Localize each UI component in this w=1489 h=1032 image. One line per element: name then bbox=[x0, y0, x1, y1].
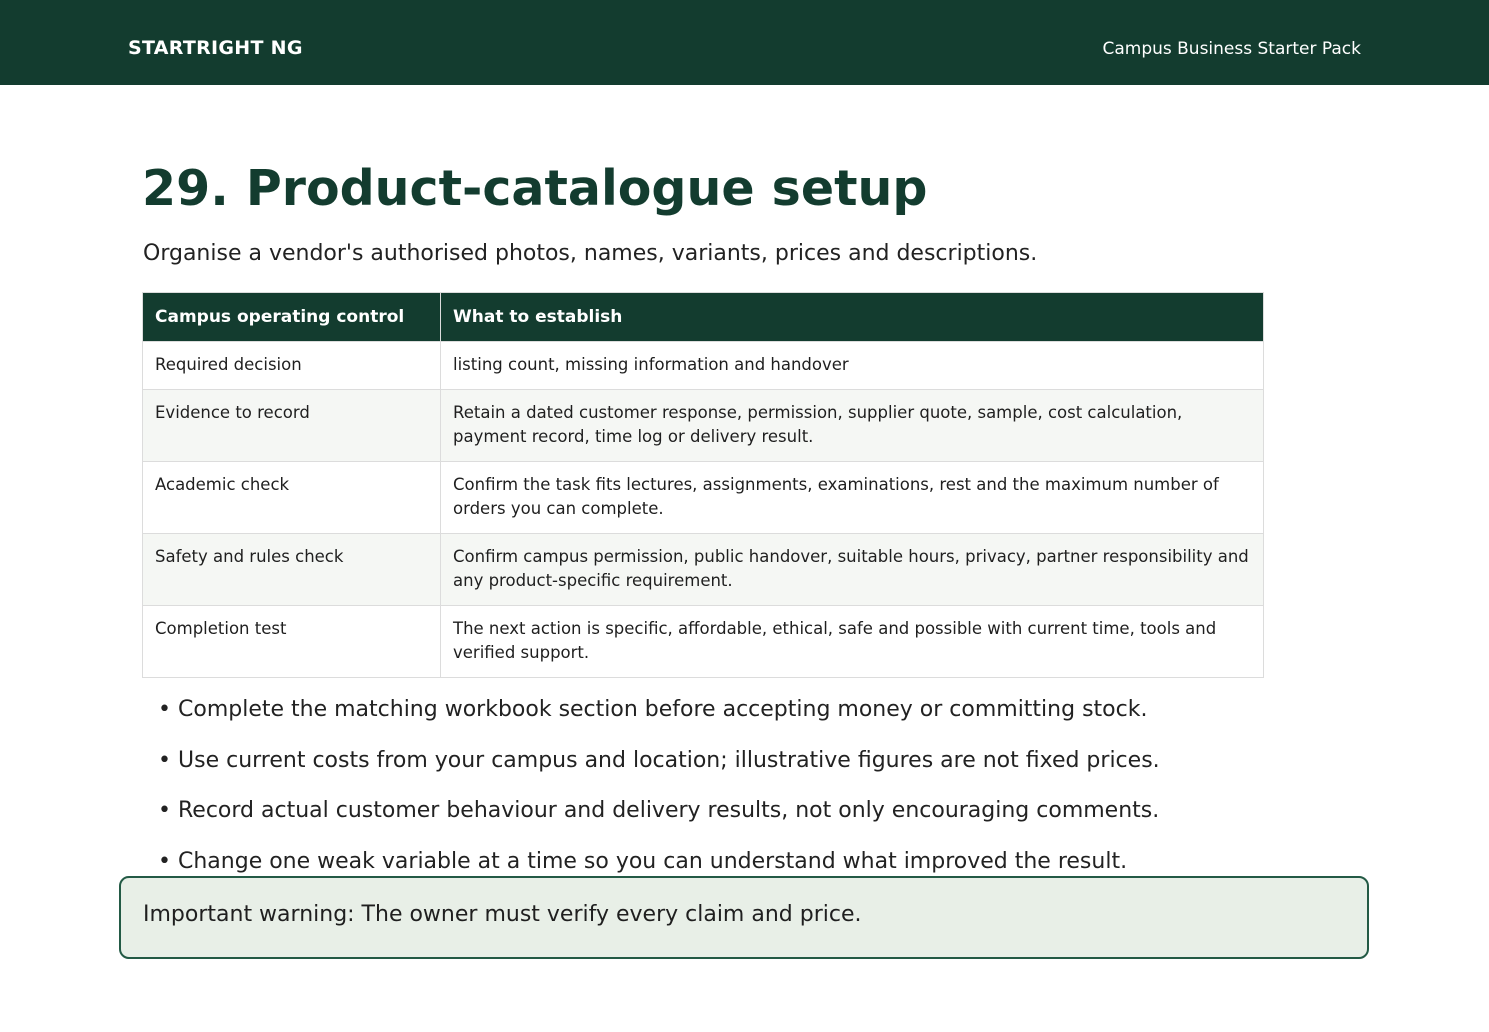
page-subtitle: Organise a vendor's authorised photos, names, variants, prices and descriptions. bbox=[143, 241, 1038, 266]
establish-cell: Confirm campus permission, public handover, suitable hours, privacy, partner responsibility and any product-specific requirement. bbox=[441, 534, 1264, 606]
bullet-icon: • bbox=[158, 747, 171, 773]
establish-cell: Confirm the task fits lectures, assignments, examinations, rest and the maximum number of orders you can complete. bbox=[441, 462, 1264, 534]
control-cell: Required decision bbox=[143, 342, 441, 390]
pack-name: Campus Business Starter Pack bbox=[1102, 39, 1361, 59]
guidance-list bbox=[158, 693, 1160, 895]
list-item-text: Complete the matching workbook section before accepting money or committing stock. bbox=[178, 697, 1148, 722]
bullet-icon: • bbox=[158, 848, 171, 874]
establish-cell: The next action is specific, affordable, ethical, safe and possible with current time, tools and verified support. bbox=[441, 606, 1264, 678]
establish-cell: listing count, missing information and handover bbox=[441, 342, 1264, 390]
list-item-text: Change one weak variable at a time so you can understand what improved the result. bbox=[178, 848, 1128, 874]
list-item-text: Use current costs from your campus and location; illustrative figures are not fixed prices. bbox=[178, 747, 1160, 773]
list-item bbox=[158, 693, 1160, 744]
warning-callout bbox=[119, 876, 1369, 959]
control-cell: Safety and rules check bbox=[143, 534, 441, 606]
table-row bbox=[143, 534, 1264, 606]
table-row bbox=[143, 606, 1264, 678]
list-item-text: Record actual customer behaviour and delivery results, not only encouraging comments. bbox=[178, 798, 1160, 823]
warning-text: Important warning: The owner must verify every claim and price. bbox=[143, 902, 862, 927]
table-row bbox=[143, 390, 1264, 462]
list-item bbox=[158, 744, 1160, 795]
table-header-row bbox=[143, 293, 1264, 342]
operating-controls-table bbox=[142, 292, 1264, 678]
top-bar bbox=[0, 0, 1489, 85]
brand-name: STARTRIGHT NG bbox=[128, 37, 303, 59]
control-cell: Academic check bbox=[143, 462, 441, 534]
table-row bbox=[143, 462, 1264, 534]
column-header-control: Campus operating control bbox=[143, 293, 441, 342]
bullet-icon: • bbox=[158, 697, 171, 722]
page-title: 29. Product-catalogue setup bbox=[142, 160, 928, 217]
control-cell: Evidence to record bbox=[143, 390, 441, 462]
bullet-icon: • bbox=[158, 798, 171, 823]
list-item bbox=[158, 794, 1160, 845]
control-cell: Completion test bbox=[143, 606, 441, 678]
establish-cell: Retain a dated customer response, permission, supplier quote, sample, cost calculation, payment record, time log or delivery result. bbox=[441, 390, 1264, 462]
column-header-establish: What to establish bbox=[441, 293, 1264, 342]
table-row bbox=[143, 342, 1264, 390]
